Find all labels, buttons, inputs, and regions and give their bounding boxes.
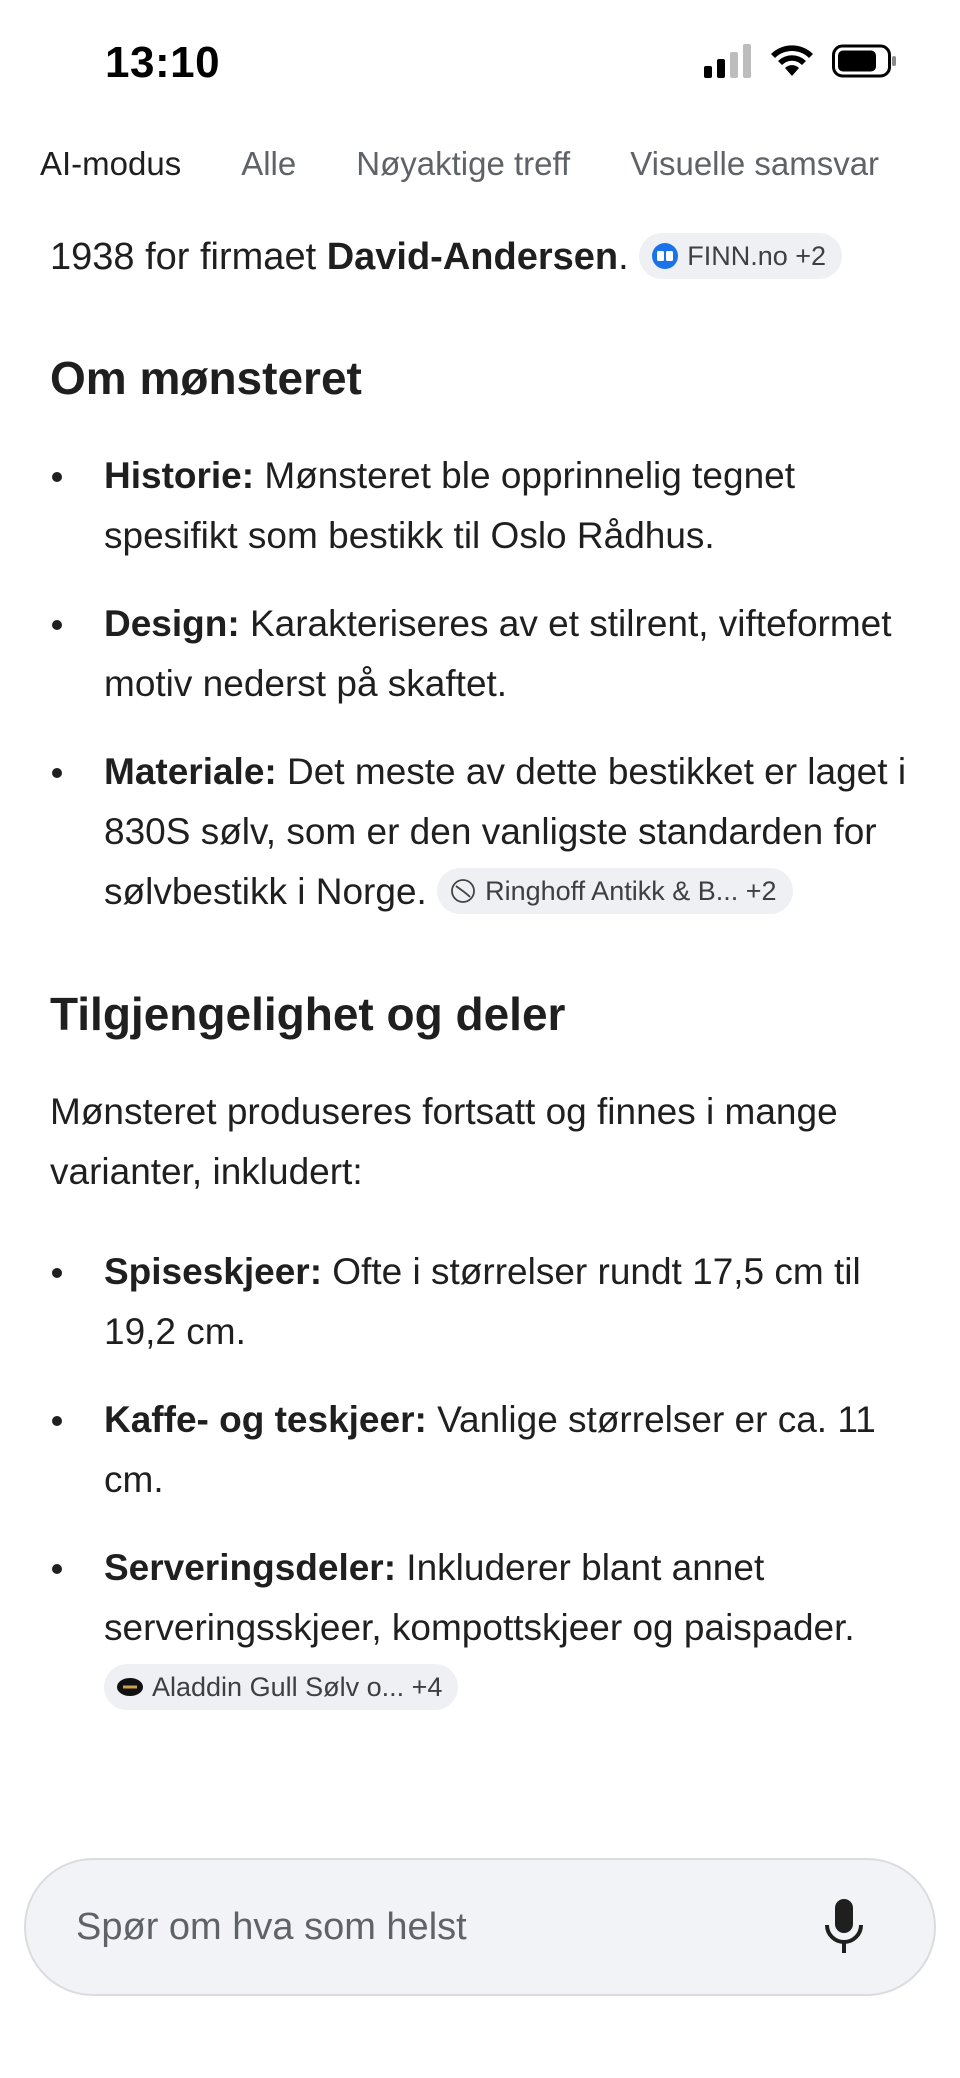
status-time: 13:10 [105, 38, 221, 87]
chip-label: FINN.no +2 [687, 240, 827, 271]
section-paragraph: Mønsteret produseres fortsatt og finnes i mange varianter, inkludert: [50, 1091, 838, 1192]
item-text: Det meste av dette bestikket er laget i 830S sølv, som er den vanligste standarden for sølvbestikk i Norge. [104, 751, 907, 912]
source-chip-finn[interactable] [639, 233, 842, 279]
wifi-icon [770, 44, 814, 78]
item-text: Vanlige størrelser er ca. 11 cm. [104, 1399, 876, 1500]
tab-visuelle-samsvar[interactable]: Visuelle samsvar [630, 145, 880, 182]
item-term: Spiseskjeer: [104, 1251, 323, 1292]
tab-noyaktige-treff[interactable]: Nøyaktige treff [356, 145, 571, 182]
aladdin-icon [116, 1673, 144, 1701]
search-input[interactable]: Spør om hva som helst [76, 1905, 467, 1948]
item-term: Kaffe- og teskjeer: [104, 1399, 427, 1440]
item-term: Serveringsdeler: [104, 1547, 397, 1588]
tab-ai-modus[interactable]: AI-modus [40, 145, 182, 182]
section-title-om-monsteret: Om mønsteret [50, 352, 362, 404]
ringhoff-icon [449, 877, 477, 905]
chip-label: Ringhoff Antikk & B... +2 [485, 876, 777, 907]
list-tilgjengelighet [50, 1242, 924, 1718]
chip-label: Aladdin Gull Sølv o... +4 [152, 1672, 443, 1703]
battery-icon [832, 44, 898, 78]
finn-icon [651, 242, 679, 270]
source-chip-ringhoff[interactable] [437, 868, 792, 914]
list-item [50, 594, 924, 714]
cellular-signal-icon [704, 44, 752, 78]
search-tabs [40, 145, 960, 183]
item-term: Historie: [104, 455, 255, 496]
item-term: Design: [104, 603, 240, 644]
list-item [50, 1390, 924, 1510]
intro-text: 1938 for firmaet [50, 236, 327, 278]
ai-answer-content [50, 228, 924, 1746]
tab-alle[interactable]: Alle [241, 145, 297, 182]
list-item [50, 742, 924, 922]
intro-suffix: . [618, 236, 629, 278]
list-item [50, 446, 924, 566]
item-text: Inkluderer blant annet serveringsskjeer, kompottskjeer og paispader. [104, 1547, 855, 1648]
ask-anything-bar[interactable] [24, 1858, 936, 1996]
item-text: Ofte i størrelser rundt 17,5 cm til 19,2 cm. [104, 1251, 861, 1352]
microphone-icon[interactable] [822, 1897, 866, 1957]
section-title-tilgjengelighet: Tilgjengelighet og deler [50, 988, 566, 1040]
item-text: Karakteriseres av et stilrent, vifteformet motiv nederst på skaftet. [104, 603, 892, 704]
status-icons [704, 44, 898, 78]
list-om-monsteret [50, 446, 924, 922]
intro-line [50, 228, 924, 286]
status-bar [0, 0, 960, 130]
item-text: Mønsteret ble opprinnelig tegnet spesifikt som bestikk til Oslo Rådhus. [104, 455, 796, 556]
list-item [50, 1242, 924, 1362]
item-term: Materiale: [104, 751, 277, 792]
intro-bold: David-Andersen [326, 236, 619, 278]
source-chip-aladdin[interactable] [104, 1664, 458, 1710]
list-item [50, 1538, 924, 1718]
